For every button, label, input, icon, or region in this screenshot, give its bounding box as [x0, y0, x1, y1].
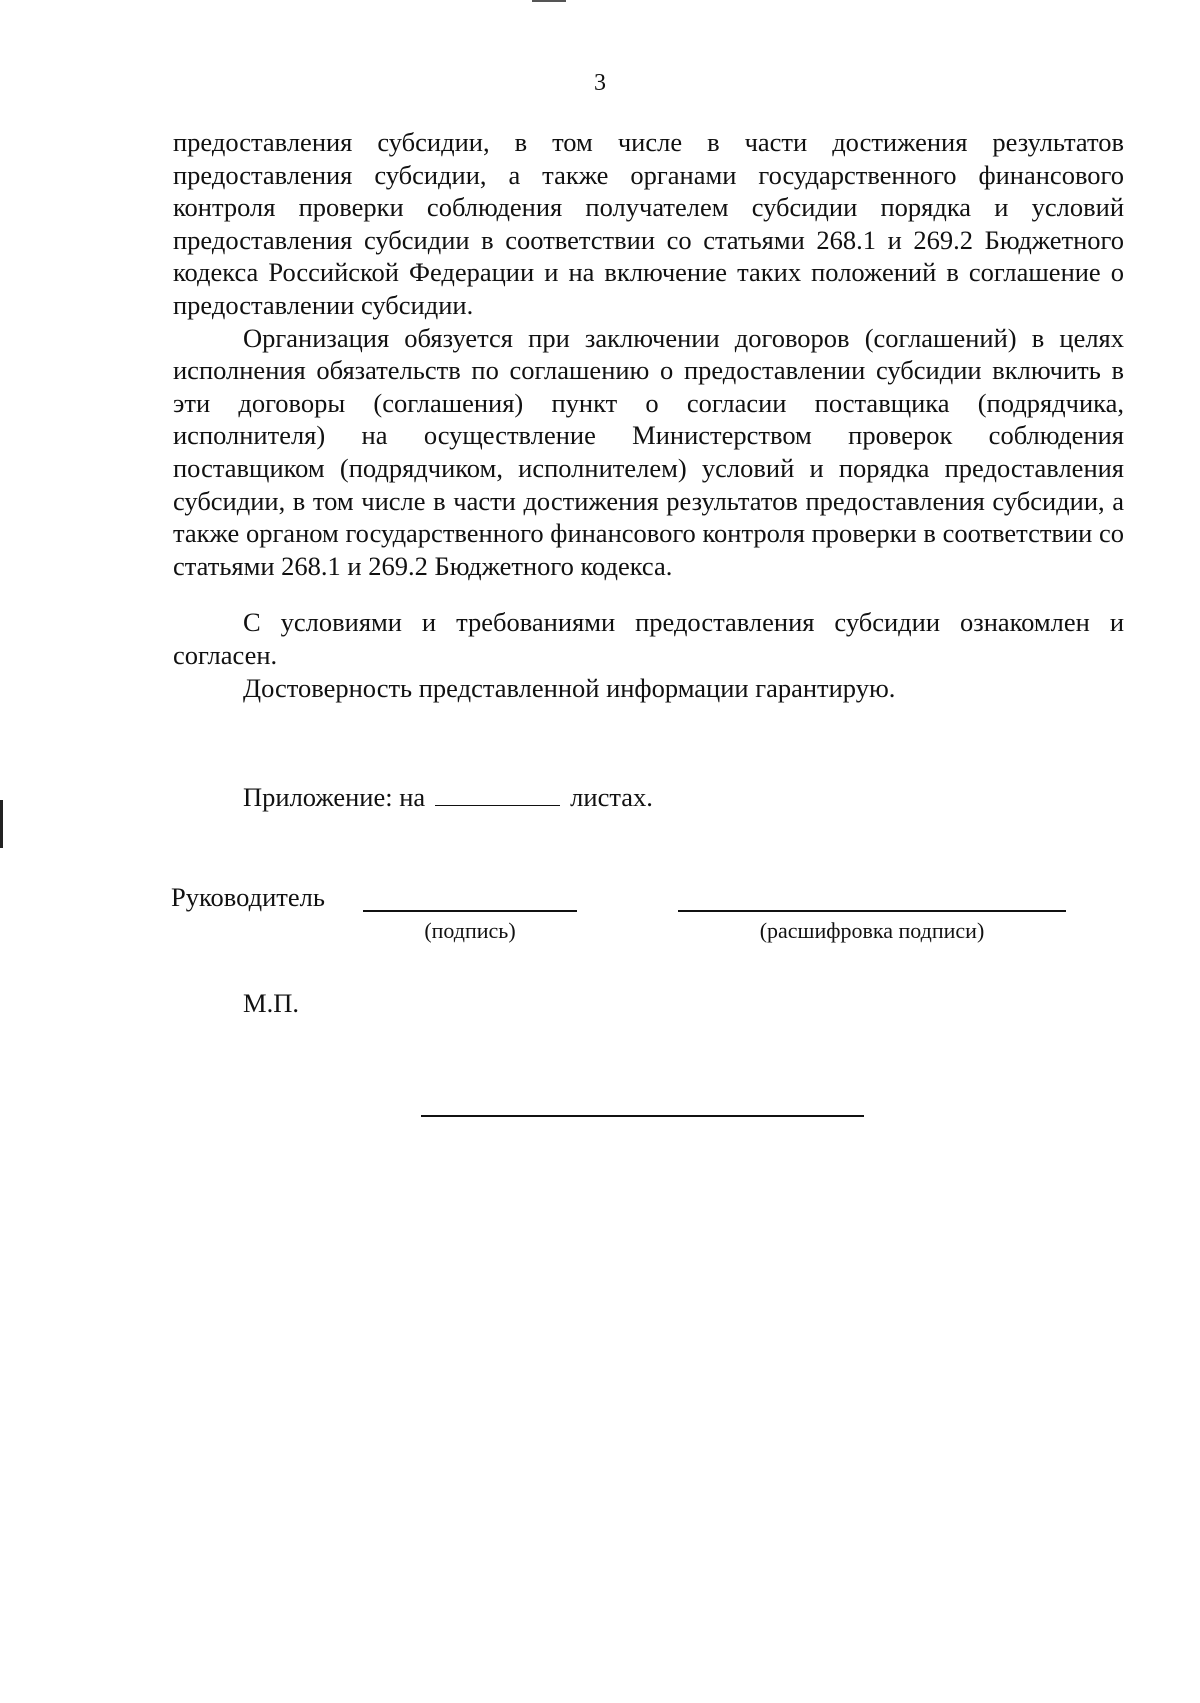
signature-decode-caption: (расшифровка подписи) — [759, 918, 985, 943]
scan-artifact-top — [532, 0, 566, 2]
attachment-sheets-blank — [435, 783, 560, 806]
seal-placeholder: М.П. — [243, 988, 299, 1018]
page-number: 3 — [594, 70, 606, 96]
attachment-line — [243, 782, 653, 813]
body-text — [173, 126, 1124, 704]
signature-decode-line — [678, 910, 1066, 912]
paragraph-agreement: С условиями и требованиями предоставления субсидии ознакомлен и согласен. — [173, 607, 1124, 670]
signer-role: Руководитель — [171, 882, 325, 912]
signature-caption: (подпись) — [424, 918, 516, 943]
paragraph-obligation: Организация обязуется при заключении договоров (соглашений) в целях исполнения обязательств по соглашению о предоставлении субсидии включить в эти договоры (соглашения) пункт о согласии поставщика (подрядчика, исполнителя) на осуществление Министерством проверок соблюдения поставщиком (подрядчиком, исполнителем) условий и порядка предоставления субсидии, в том числе в части достижения результатов предоставления субсидии, а также органом государственного финансового контроля проверки в соответствии со статьями 268.1 и 269.2 Бюджетного кодекса. — [173, 322, 1124, 581]
attachment-suffix: листах. — [570, 782, 653, 812]
signature-line — [363, 910, 577, 912]
closing-line — [421, 1115, 864, 1117]
scan-artifact-left — [0, 800, 3, 848]
paragraph-continuation: предоставления субсидии, в том числе в части достижения результатов предоставления субсидии, а также органами государственного финансового контроля проверки соблюдения получателем субсидии порядка и условий предоставления субсидии в соответствии со статьями 268.1 и 269.2 Бюджетного кодекса Российской Федерации и на включение таких положений в соглашение о предоставлении субсидии. — [173, 127, 1124, 320]
paragraph-guarantee: Достоверность представленной информации гарантирую. — [243, 672, 896, 703]
attachment-prefix: Приложение: на — [243, 782, 426, 812]
